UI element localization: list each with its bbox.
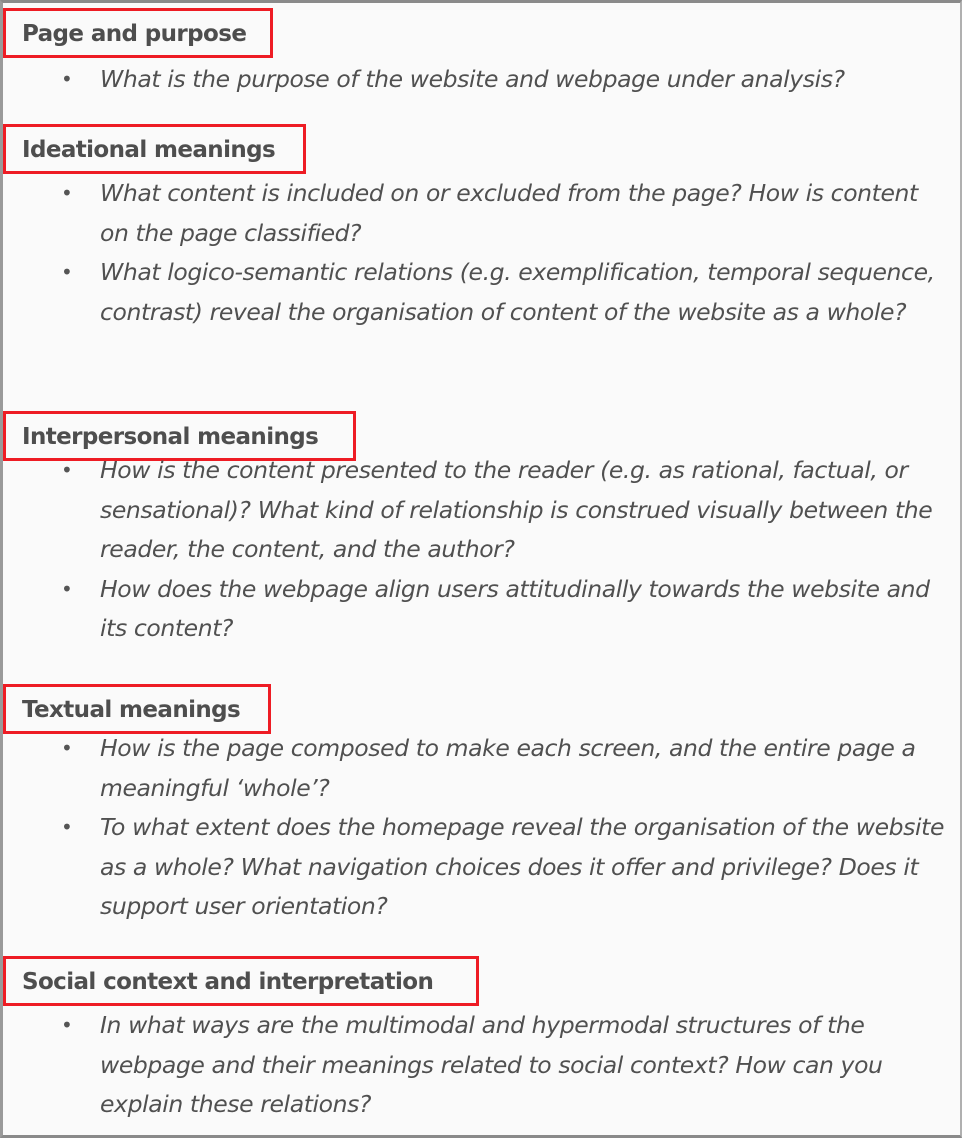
- item-text: How is the page composed to make each screen, and the entire page a meaningful ‘whole’?: [100, 734, 916, 802]
- bullet-icon: •: [61, 815, 73, 839]
- item-text: What is the purpose of the website and webpage under analysis?: [100, 65, 845, 93]
- section-heading-social-context: Social context and interpretation: [3, 956, 479, 1006]
- bullet-icon: •: [61, 458, 73, 482]
- item-text: How does the webpage align users attitudinally towards the website and its content?: [100, 574, 930, 642]
- section-heading-textual-meanings: Textual meanings: [3, 684, 271, 734]
- section-heading-interpersonal-meanings: Interpersonal meanings: [3, 411, 356, 461]
- section-list-interpersonal-meanings: [3, 451, 960, 649]
- item-text: What logico-semantic relations (e.g. exemplification, temporal sequence, contrast) reveal the organisation of content of the website as a whole?: [100, 258, 935, 326]
- list-item: [3, 1006, 960, 1125]
- item-text: In what ways are the multimodal and hypermodal structures of the webpage and their meanings related to social context? How can you explain these relations?: [100, 1011, 883, 1118]
- section-heading-page-and-purpose: Page and purpose: [3, 8, 273, 58]
- list-item: [3, 253, 960, 332]
- item-text: What content is included on or excluded from the page? How is content on the page classified?: [100, 179, 918, 247]
- list-item: [3, 808, 960, 927]
- list-item: [3, 174, 960, 253]
- bullet-icon: •: [61, 260, 73, 284]
- section-list-ideational-meanings: [3, 174, 960, 332]
- bullet-icon: •: [61, 67, 73, 91]
- section-list-textual-meanings: [3, 729, 960, 927]
- section-heading-ideational-meanings: Ideational meanings: [3, 124, 306, 174]
- section-list-page-and-purpose: [3, 60, 960, 100]
- list-item: [3, 729, 960, 808]
- bullet-icon: •: [61, 736, 73, 760]
- list-item: [3, 60, 960, 100]
- list-item: [3, 451, 960, 570]
- bullet-icon: •: [61, 181, 73, 205]
- item-text: How is the content presented to the reader (e.g. as rational, factual, or sensational)? What kind of relationship is construed visually between the reader, the content, and the author?: [100, 456, 933, 563]
- bullet-icon: •: [61, 1013, 73, 1037]
- list-item: [3, 570, 960, 649]
- item-text: To what extent does the homepage reveal the organisation of the website as a whole? What navigation choices does it offer and privilege? Does it support user orientation?: [100, 813, 945, 920]
- bullet-icon: •: [61, 576, 73, 601]
- section-list-social-context: [3, 1006, 960, 1125]
